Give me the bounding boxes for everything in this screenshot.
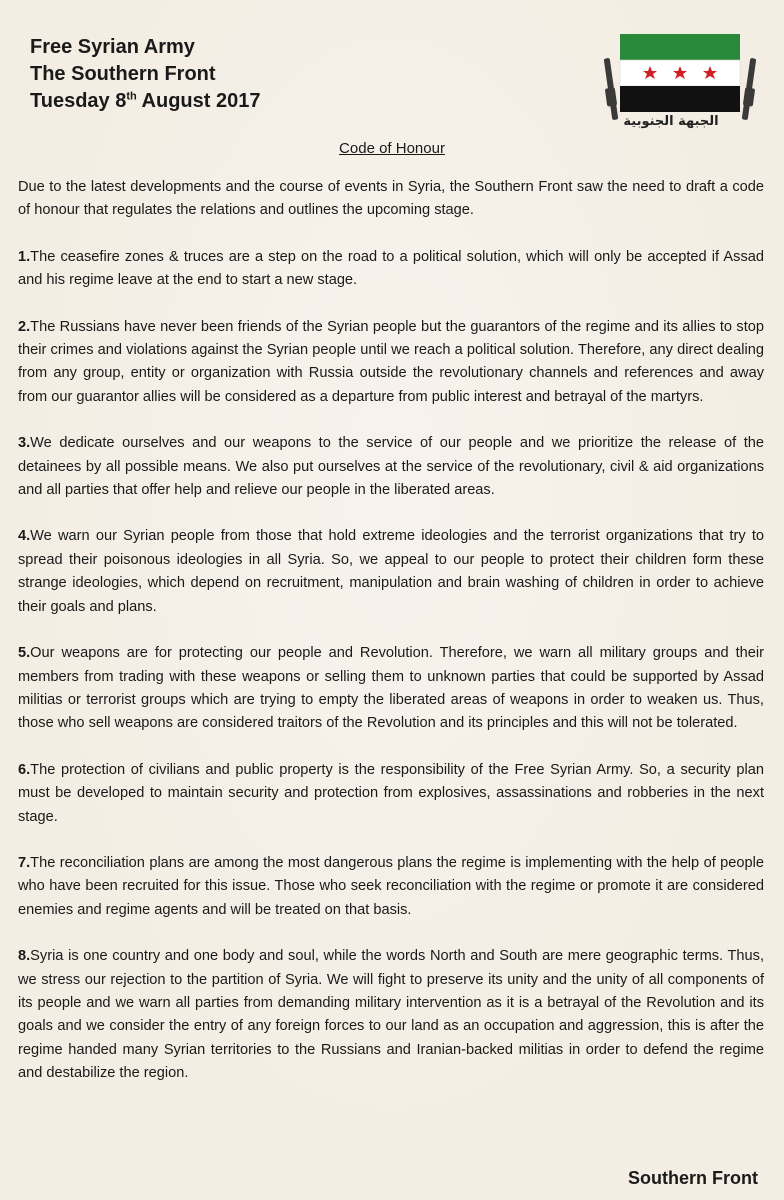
point-paragraph — [18, 525, 764, 619]
point-text: The Russians have never been friends of the Syrian people but the guarantors of the regime and its allies to stop their crimes and violations against the Syrian people until we reach a political solution. Therefore, any direct dealing from any group, entity or organization with Russia outside the revolutionary channels and references and away from our guarantor allies will be considered as a departure from public interest and betrayal of the martyrs. — [18, 318, 764, 405]
point-paragraph — [18, 432, 764, 502]
point-number: 4. — [18, 528, 31, 545]
document-date — [30, 88, 260, 115]
point-text: Syria is one country and one body and soul, while the words North and South are mere geographic terms. Thus, we stress our rejection to the partition of Syria. We will fight to preserve its unity and the unity of all components of its people and we warn all parties from demanding military intervention as it is a betrayal of the Revolution and its goals and we consider the entry of any foreign forces to our land as an occupation and aggression, this is after the regime handed many Syrian territories to the Russians and Iranian-backed militias in order to defend the regime and destabilize the region. — [18, 948, 764, 1082]
organization-name: Free Syrian Army — [30, 36, 195, 58]
point-number: 7. — [18, 854, 31, 871]
point-text: The ceasefire zones & truces are a step on the road to a political solution, which will only be accepted if Assad and his regime leave at the end to start a new stage. — [18, 248, 764, 289]
date-day: Tuesday 8 — [30, 90, 127, 112]
point-text: The protection of civilians and public property is the responsibility of the Free Syrian Army. So, a security plan must be developed to maintain security and protection from explosives, assassinations and robberies in the next stage. — [18, 761, 764, 825]
document-title: Code of Honour — [339, 140, 445, 157]
point-paragraph — [18, 316, 764, 410]
point-text: The reconciliation plans are among the most dangerous plans the regime is implementing with the help of people who have been recruited for this issue. Those who seek reconciliation with the regime or promote it are considered enemies and regime agents and will be treated on that basis. — [18, 854, 764, 918]
point-number: 2. — [18, 318, 31, 335]
intro-paragraph: Due to the latest developments and the course of events in Syria, the Southern Front saw the need to draft a code of honour that regulates the relations and outlines the upcoming stage. — [18, 179, 764, 219]
point-paragraph — [18, 759, 764, 829]
point-paragraph — [18, 945, 764, 1085]
document-header — [30, 34, 260, 115]
point-paragraph — [18, 642, 764, 736]
date-suffix: th — [126, 90, 137, 103]
point-text: We warn our Syrian people from those that hold extreme ideologies and the terrorist organizations that try to spread their poisonous ideologies in all Syria. So, we appeal to our people to protect their children form these strange ideologies, which depend on recruitment, manipulation and brain washing of children in order to achieve their goals and plans. — [18, 528, 764, 615]
point-number: 5. — [18, 645, 31, 662]
point-text: We dedicate ourselves and our weapons to the service of our people and we prioritize the release of the detainees by all possible means. We also put ourselves at the service of the revolutionary, civil & aid organizations and all parties that offer help and relieve our people in the liberated areas. — [18, 435, 764, 499]
points-list — [18, 246, 764, 1086]
point-number: 3. — [18, 435, 31, 452]
date-rest: August 2017 — [136, 90, 261, 112]
point-number: 8. — [18, 948, 31, 965]
document-body — [18, 176, 764, 1109]
point-text: Our weapons are for protecting our people and Revolution. Therefore, we warn all military groups and their members from trading with these weapons or selling them to unknown parties that could be supported by Assad militias or terrorist groups which are trying to empty the liberated areas of weapons in order to weaken us. Thus, those who sell weapons are considered traitors of the Revolution and its principles and this will not be tolerated. — [18, 645, 764, 732]
signoff: Southern Front — [628, 1168, 758, 1188]
point-paragraph — [18, 246, 764, 293]
point-number: 6. — [18, 761, 31, 778]
point-paragraph — [18, 852, 764, 922]
point-number: 1. — [18, 248, 31, 265]
front-name: The Southern Front — [30, 63, 216, 85]
flag-icon — [620, 34, 740, 112]
emblem-arabic-label: الجبهة الجنوبية — [623, 114, 719, 129]
